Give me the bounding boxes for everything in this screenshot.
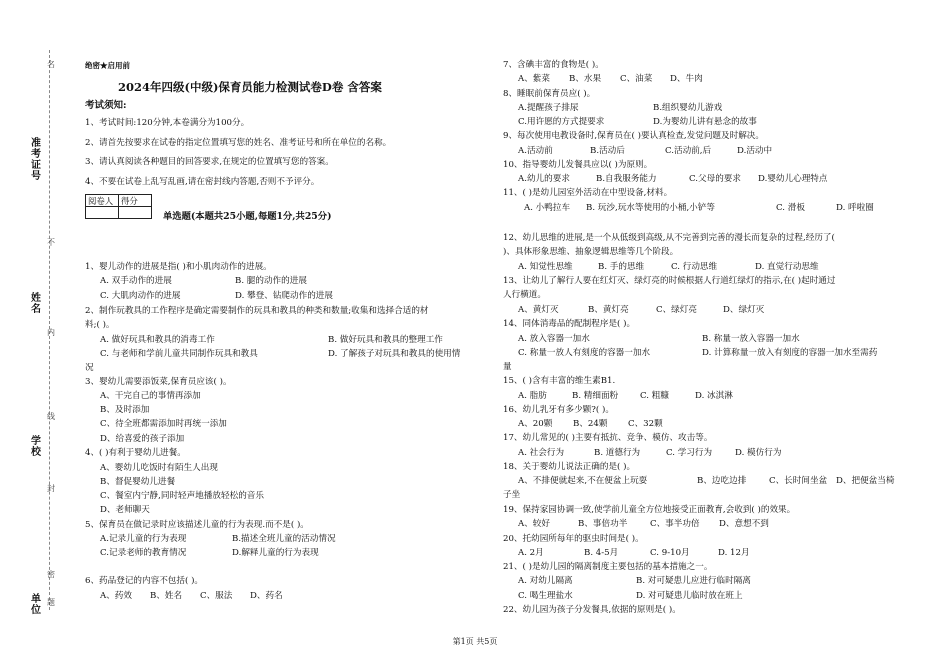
option[interactable]: B. 道德行为	[594, 448, 641, 458]
option[interactable]: A、紫菜	[518, 74, 550, 84]
option[interactable]: A、药效	[100, 591, 132, 601]
option[interactable]: B. 精细面粉	[572, 391, 619, 401]
option[interactable]: D. 对可疑患儿临时放在班上	[636, 591, 743, 601]
option[interactable]: C、绿灯亮	[656, 305, 697, 315]
notice-heading: 考试须知:	[85, 100, 127, 111]
notice-item: 4、不要在试卷上乱写乱画,请在密封线内答题,否则不予评分。	[85, 177, 320, 187]
option[interactable]: D.为婴幼儿讲有悬念的故事	[653, 117, 757, 127]
option[interactable]: C、待全班都需添加时再统一添加	[100, 419, 227, 429]
question: 21、( )是幼儿园的隔离制度主要包括的基本措施之一。	[503, 562, 713, 572]
option[interactable]: D、意想不到	[719, 519, 769, 529]
option[interactable]: B. 4-5月	[584, 548, 619, 558]
option[interactable]: C. 学习行为	[666, 448, 713, 458]
seal-mark: 名	[47, 60, 55, 69]
option[interactable]: D. 冰淇淋	[695, 391, 733, 401]
option[interactable]: C. 与老师和学前儿童共同制作玩具和教具	[100, 349, 258, 359]
question-cont: 料;( )。	[85, 320, 115, 330]
option[interactable]: B.组织婴幼儿游戏	[653, 103, 723, 113]
option[interactable]: A. 双手动作的进展	[100, 276, 172, 286]
option[interactable]: A. 对幼儿隔离	[518, 576, 573, 586]
option[interactable]: D、把便盆当椅	[836, 476, 895, 486]
seal-mark: 题	[47, 598, 55, 607]
score-input-cell[interactable]	[119, 207, 152, 219]
option[interactable]: A.记录儿童的行为表现	[100, 534, 187, 544]
score-cell: 得分	[119, 195, 152, 207]
option[interactable]: A、不排便就起来,不在便盆上玩耍	[518, 476, 648, 486]
secret-label: 绝密★启用前	[85, 61, 130, 70]
option-cont: 况	[85, 363, 94, 373]
option[interactable]: A、较好	[518, 519, 550, 529]
question: 5、保育员在做记录时应该描述儿童的行为表现.而不是( )。	[85, 520, 309, 530]
question: 16、幼儿乳牙有多少颗?( )。	[503, 405, 614, 415]
question: 2、制作玩教具的工作程序是确定需要制作的玩具和教具的种类和数量;收集和选择合适的材	[85, 306, 429, 316]
option[interactable]: B.描述全班儿童的活动情况	[232, 534, 336, 544]
exam-no-label: 准考证号	[31, 138, 41, 182]
option[interactable]: D. 了解孩子对玩具和教具的使用情	[328, 349, 461, 359]
question: 6、药品登记的内容不包括( )。	[85, 576, 204, 586]
option[interactable]: B、边吃边排	[697, 476, 747, 486]
option[interactable]: B.活动后	[590, 146, 625, 156]
option[interactable]: B、及时添加	[100, 405, 150, 415]
option[interactable]: A. 社会行为	[518, 448, 565, 458]
question: 22、幼儿园为孩子分发餐具,依据的原则是( )。	[503, 605, 681, 615]
option[interactable]: D. 攀登、钻爬动作的进展	[235, 291, 333, 301]
option[interactable]: B、黄灯亮	[588, 305, 629, 315]
option[interactable]: D. 12月	[718, 548, 750, 558]
option[interactable]: D.解释儿童的行为表现	[232, 548, 319, 558]
option[interactable]: D、老师聊天	[100, 505, 150, 515]
question: 10、指导婴幼儿发餐具应以( )为原则。	[503, 160, 653, 170]
option[interactable]: A、黄灯灭	[518, 305, 559, 315]
notice-item: 2、请首先按要求在试卷的指定位置填写您的姓名、准考证号和所在单位的名称。	[85, 138, 392, 148]
reviewer-cell: 阅卷人	[86, 195, 119, 207]
section-title: 单选题(本题共25小题,每题1分,共25分)	[163, 211, 332, 222]
option[interactable]: A. 放入容器一加水	[518, 334, 590, 344]
reviewer-input-cell[interactable]	[86, 207, 119, 219]
option[interactable]: C. 喝生理盐水	[518, 591, 573, 601]
option[interactable]: A、婴幼儿吃饭时有陌生人出现	[100, 463, 218, 473]
option[interactable]: B. 腿的动作的进展	[235, 276, 307, 286]
option[interactable]: C、长时间坐盆	[769, 476, 828, 486]
option[interactable]: B、24颗	[573, 419, 608, 429]
option[interactable]: C. 称量一放人有刻度的容器一加水	[518, 348, 651, 358]
seal-mark: 密	[47, 570, 55, 579]
seal-mark: 封	[47, 484, 55, 493]
score-table	[85, 194, 152, 219]
question: 14、同体消毒品的配制程序是( )。	[503, 319, 636, 329]
option[interactable]: B. 玩沙,玩水等使用的小桶,小铲等	[586, 203, 715, 213]
option[interactable]: B. 对可疑患儿应进行临时隔离	[636, 576, 751, 586]
option[interactable]: A.提醒孩子排尿	[518, 103, 579, 113]
option[interactable]: B、督促婴幼儿进餐	[100, 477, 176, 487]
option[interactable]: D、牛肉	[670, 74, 703, 84]
option[interactable]: D. 计算称量一放入有刻度的容器一加水至需药	[702, 348, 878, 358]
option-cont: 子坐	[503, 490, 521, 500]
option[interactable]: C、油菜	[620, 74, 653, 84]
option[interactable]: A. 小鸭拉车	[524, 203, 571, 213]
option[interactable]: D.婴幼儿心理特点	[758, 174, 828, 184]
page-footer: 第1页 共5页	[452, 637, 498, 646]
option[interactable]: D.活动中	[737, 146, 773, 156]
option[interactable]: D、绿灯灭	[723, 305, 765, 315]
question: 8、睡眠前保育员应( )。	[503, 89, 596, 99]
option[interactable]: A. 做好玩具和教具的消毒工作	[100, 335, 215, 345]
unit-label: 单位	[31, 594, 41, 616]
option[interactable]: C.父母的要求	[689, 174, 741, 184]
option[interactable]: C. 行动思维	[671, 262, 718, 272]
option[interactable]: B、事倍功半	[578, 519, 628, 529]
option[interactable]: C. 9-10月	[650, 548, 690, 558]
question: 3、婴幼儿需要添饭菜,保育员应该( )。	[85, 377, 232, 387]
option[interactable]: B.自我服务能力	[596, 174, 657, 184]
question: 17、幼儿常见的( )主要有抵抗、竞争、模仿、攻击等。	[503, 433, 713, 443]
option[interactable]: C. 滑板	[776, 203, 805, 213]
option[interactable]: B. 手的思维	[598, 262, 645, 272]
option[interactable]: D、药名	[250, 591, 283, 601]
notice-item: 3、请认真阅读各种题目的回答要求,在规定的位置填写您的答案。	[85, 157, 334, 167]
option[interactable]: A、20颗	[518, 419, 553, 429]
option[interactable]: C. 粗糠	[640, 391, 669, 401]
question: 11、( )是幼儿园室外活动在中型设备,材料。	[503, 188, 673, 198]
option-cont: 量	[503, 362, 512, 372]
question: 15、( )含有丰富的维生素B1.	[503, 376, 616, 386]
option[interactable]: C、服法	[200, 591, 233, 601]
question: 19、保持家园协调一致,使学前儿童全方位地接受正面教育,会收到( )的效果。	[503, 505, 796, 515]
option[interactable]: A. 2月	[518, 548, 544, 558]
question-cont: )、具体形象思维、抽象逻辑思维等几个阶段。	[503, 247, 679, 257]
option[interactable]: B、水果	[569, 74, 602, 84]
seal-mark: 不	[47, 238, 55, 247]
option[interactable]: A、干完自己的事情再添加	[100, 391, 201, 401]
question: 18、关于婴幼儿说法正确的是( )。	[503, 462, 636, 472]
question: 20、托幼园所每年的驱虫时间是( )。	[503, 534, 644, 544]
question: 13、让幼儿了解行人要在红灯灭、绿灯亮的时候根据人行道红绿灯的指示,在( )起时通过	[503, 276, 836, 286]
option[interactable]: B、姓名	[150, 591, 183, 601]
name-label: 姓名	[31, 293, 41, 315]
option[interactable]: D. 呼啦圈	[836, 203, 874, 213]
option[interactable]: C. 大肌肉动作的进展	[100, 291, 181, 301]
option[interactable]: A.活动前	[518, 146, 553, 156]
option[interactable]: B. 称量一放入容器一加水	[702, 334, 800, 344]
notice-item: 1、考试时间:120分钟,本卷满分为100分。	[85, 118, 250, 128]
option[interactable]: A.幼儿的要求	[518, 174, 570, 184]
option[interactable]: D、给喜爱的孩子添加	[100, 434, 185, 444]
question: 9、每次使用电教设备时,保育员在( )要认真检查,发觉问题及时解决。	[503, 131, 764, 141]
question: 7、含碘丰富的食物是( )。	[503, 60, 604, 70]
option[interactable]: C.记录老师的教育情况	[100, 548, 187, 558]
option[interactable]: C、餐室内宁静,同时轻声地播放轻松的音乐	[100, 491, 264, 501]
option[interactable]: C、32颗	[628, 419, 663, 429]
option[interactable]: C.活动前,后	[665, 146, 712, 156]
option[interactable]: A. 知觉性思维	[518, 262, 573, 272]
question: 1、婴儿动作的进展是指( )和小肌肉动作的进展。	[85, 262, 272, 272]
option[interactable]: C、事半功倍	[650, 519, 700, 529]
seal-mark: 内	[47, 328, 55, 337]
question-cont: 人行横道。	[503, 290, 546, 300]
option[interactable]: D. 直觉行动思维	[755, 262, 819, 272]
seal-mark: 线	[47, 412, 55, 421]
question: 12、幼儿思维的进展,是一个从低级到高级,从不完善到完善的漫长而复杂的过程,经历了(	[503, 233, 835, 243]
option[interactable]: B. 做好玩具和教具的整理工作	[328, 335, 443, 345]
question: 4、( )有利于婴幼儿进餐。	[85, 448, 186, 458]
option[interactable]: C.用许愿的方式提要求	[518, 117, 605, 127]
option[interactable]: D. 模仿行为	[735, 448, 782, 458]
option[interactable]: A. 脂肪	[518, 391, 547, 401]
school-label: 学校	[31, 436, 41, 458]
